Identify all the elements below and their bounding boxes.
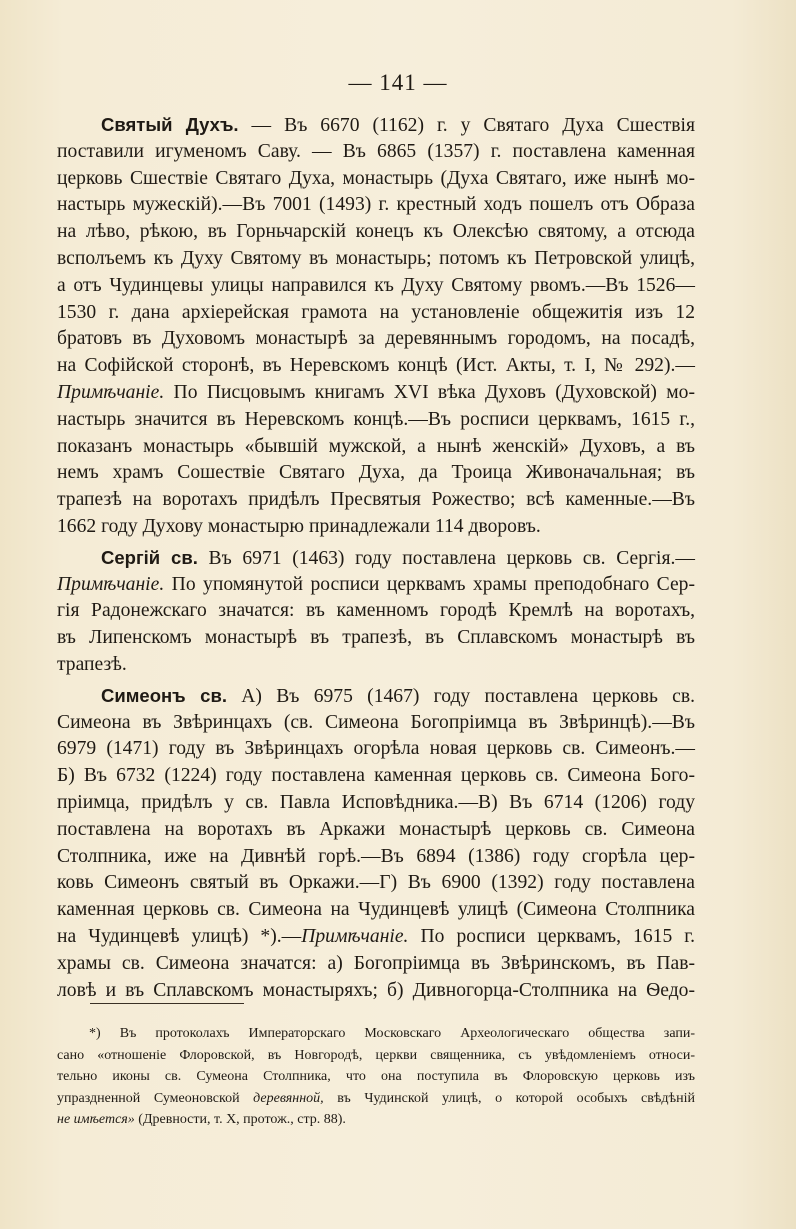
footnote-text: тельно иконы св. Сумеона Столпника, что она поступила въ Флоровскую церковь изъ (57, 1069, 695, 1084)
line-text: А) Въ 6975 (1467) году поставлена церковь св. (227, 685, 695, 707)
line-text: настырь мужескій).—Въ 7001 (1493) г. крестный ходъ пошелъ отъ Образа (57, 194, 695, 216)
line-text: 1530 г. дана архіерейская грамота на установленіе общежитія изъ 12 (57, 301, 695, 323)
text-line (57, 434, 695, 461)
line-text: храмы св. Симеона значатся: а) Богопріимца въ Звѣринскомъ, въ Пав- (57, 952, 695, 974)
text-line (57, 844, 695, 871)
text-line (57, 460, 695, 487)
entry-heading: Симеонъ св. (101, 684, 227, 706)
footnote-text: въ Чудинской улицѣ, о которой особыхъ свѣдѣній (323, 1090, 696, 1106)
line-text: Б) Въ 6732 (1224) году поставлена каменная церковь св. Симеона Бого- (57, 765, 695, 787)
text-line (57, 652, 695, 679)
line-text: а отъ Чудинцевы улицы направился къ Духу Святому рвомъ.—Въ 1526— (57, 274, 695, 296)
line-text: поставили игуменомъ Саву. — Въ 6865 (1357) г. поставлена каменная (57, 140, 695, 162)
text-line (57, 353, 695, 380)
line-text: настырь значится въ Неревскомъ концѣ.—Въ росписи церквамъ, 1615 г., (57, 408, 695, 430)
page-number: — 141 — (348, 70, 448, 95)
text-line (57, 817, 695, 844)
line-text: поставлена на воротахъ въ Аркажи монастырѣ церковь св. Симеона (57, 818, 695, 840)
text-line (57, 870, 695, 897)
line-text: на Чудинцевѣ улицѣ) *).— (57, 925, 302, 947)
text-line (57, 326, 695, 353)
line-text: всполъемъ къ Духу Святому въ монастырь; потомъ къ Петровской улицѣ, (57, 247, 695, 269)
text-line (57, 166, 695, 193)
line-text: Столпника, иже на Дивнѣй горѣ.—Въ 6894 (1386) году сгорѣла цер- (57, 845, 695, 867)
entry-heading: Святый Духъ. (101, 114, 239, 135)
footnote-line (57, 1066, 695, 1088)
note-label: Примѣчаніе. (301, 925, 409, 947)
text-line (57, 545, 695, 572)
text-line (57, 407, 695, 434)
text-line (57, 763, 695, 790)
line-text: немъ храмъ Сошествіе Святаго Духа, да Троица Живоначальная; въ (57, 462, 695, 484)
line-text: показанъ монастырь «бывшій мужской, а нынѣ женскій» Духовъ, а въ (57, 435, 695, 457)
line-text: каменная церковь св. Симеона на Чудинцевѣ улицѣ (Симеона Столпника (57, 899, 695, 921)
text-line (57, 978, 695, 1005)
text-line (57, 219, 695, 246)
footnote-text: (Древности, т. X, протож., стр. 88). (134, 1112, 346, 1127)
text-line (57, 112, 695, 139)
footnote-line (57, 1109, 695, 1131)
line-text: По упомянутой росписи церквамъ храмы преподобнаго Сер- (164, 573, 695, 595)
text-line (57, 139, 695, 166)
text-line (57, 514, 695, 541)
line-text: Въ 6971 (1463) году поставлена церковь св. Сергія.— (197, 547, 695, 569)
text-line (57, 897, 695, 924)
text-line (57, 924, 695, 951)
text-line (57, 598, 695, 625)
line-text: ловѣ и въ Сплавскомъ монастыряхъ; б) Дивногорца-Столпника на Ѳедо- (57, 979, 695, 1001)
text-line (57, 246, 695, 273)
text-line (57, 625, 695, 652)
text-line (57, 192, 695, 219)
line-text: въ Липенскомъ монастырѣ въ трапезѣ, въ Сплавскомъ монастырѣ въ (57, 627, 695, 649)
footnote-line (57, 1045, 695, 1067)
line-text: на лѣво, рѣкою, въ Горньчарскій конецъ къ Олексѣю святому, а отсюда (57, 221, 695, 243)
line-text: трапезѣ на воротахъ придѣлъ Пресвятыя Рожество; всѣ каменные.—Въ (57, 489, 695, 511)
footnote (57, 1023, 695, 1131)
text-line (57, 736, 695, 763)
footnote-italic: не имѣется» (57, 1112, 135, 1127)
line-text: ковь Симеонъ святый въ Оркажи.—Г) Въ 6900 (1392) году поставлена (57, 872, 695, 894)
text-line (57, 572, 695, 599)
line-text: трапезѣ. (57, 653, 127, 675)
text-line (57, 380, 695, 407)
footnote-text: *) Въ протоколахъ Императорскаго Московскаго Археологическаго общества запи- (89, 1026, 695, 1041)
text-line (57, 487, 695, 514)
note-label: Примѣчаніе. (57, 381, 165, 403)
footnote-text: упраздненной Сумеоновской (57, 1090, 254, 1106)
text-line (57, 683, 695, 710)
line-text: на Софійской сторонѣ, въ Неревскомъ концѣ (Ист. Акты, т. I, № 292).— (57, 355, 695, 377)
footnote-text: сано «отношеніе Флоровской, въ Новгородѣ, церкви священника, съ увѣдомленіемъ относи- (57, 1047, 695, 1063)
line-text: Симеона въ Звѣринцахъ (св. Симеона Богопріимца въ Звѣринцѣ).—Въ (57, 711, 695, 733)
entry-heading: Сергій св. (101, 546, 198, 568)
text-line (57, 790, 695, 817)
line-text: церковь Сшествіе Святаго Духа, монастырь (Духа Святаго, иже нынѣ мо- (57, 167, 695, 189)
line-text: братовъ въ Духовомъ монастырѣ за деревяннымъ городомъ, на посадѣ, (57, 328, 695, 350)
line-text: 1662 году Духову монастырю принадлежали 114 дворовъ. (57, 515, 541, 537)
footnote-line (57, 1023, 695, 1045)
line-text: По росписи церквамъ, 1615 г. (408, 925, 695, 947)
main-text (57, 112, 695, 1004)
footnote-italic: деревянной, (253, 1090, 324, 1106)
footnote-divider (90, 1003, 244, 1004)
line-text: 6979 (1471) году въ Звѣринцахъ огорѣла новая церковь св. Симеонъ.— (57, 738, 695, 760)
text-line (57, 951, 695, 978)
line-text: — Въ 6670 (1162) г. у Святаго Духа Сшествія (238, 115, 695, 136)
text-line (57, 300, 695, 327)
line-text: гія Радонежскаго значатся: въ каменномъ городѣ Кремлѣ на воротахъ, (57, 600, 695, 622)
text-line (57, 273, 695, 300)
footnote-line (57, 1088, 695, 1110)
line-text: пріимца, придѣлъ у св. Павла Исповѣдника.—В) Въ 6714 (1206) году (57, 791, 695, 813)
note-label: Примѣчаніе. (57, 573, 165, 595)
line-text: По Писцовымъ книгамъ XVI вѣка Духовъ (Духовской) мо- (164, 381, 695, 403)
text-line (57, 710, 695, 737)
